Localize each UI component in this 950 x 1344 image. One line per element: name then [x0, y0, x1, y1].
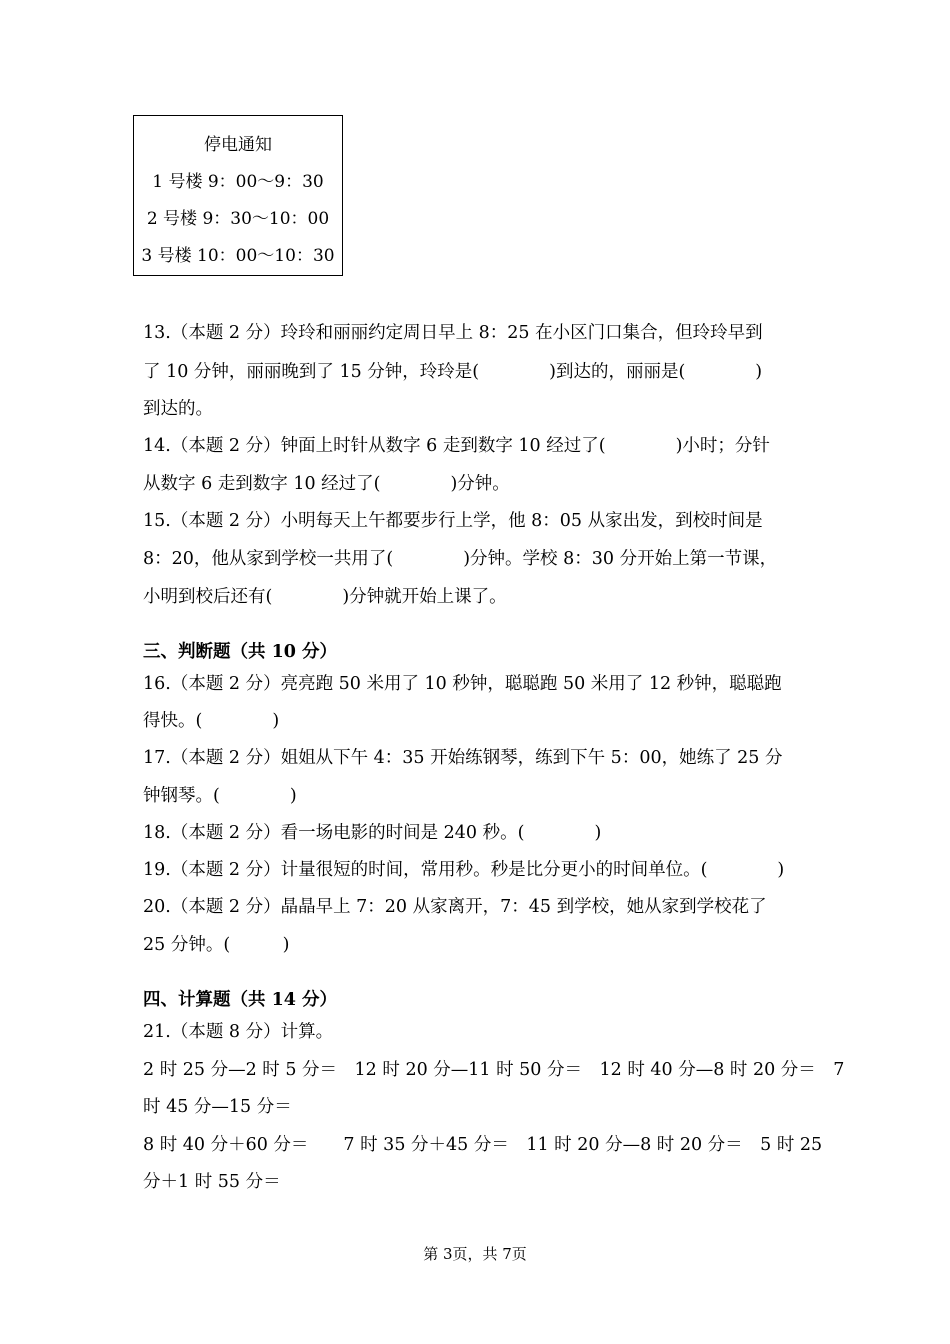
question-16-line-1: 16.（本题 2 分）亮亮跑 50 米用了 10 秒钟，聪聪跑 50 米用了 12 秒钟，聪聪跑 [143, 674, 782, 694]
question-21-title: 21.（本题 8 分）计算。 [143, 1022, 334, 1042]
question-21-row-2: 8 时 40 分＋60 分＝ 7 时 35 分＋45 分＝ 11 时 20 分—8 时 20 分＝ 5 时 25 [143, 1135, 823, 1155]
question-13-line-3: 到达的。 [143, 399, 213, 419]
question-21-row-2-cont: 分＋1 时 55 分＝ [143, 1172, 281, 1192]
question-13-line-2: 了 10 分钟，丽丽晚到了 15 分钟，玲玲是( )到达的，丽丽是( ) [143, 362, 763, 382]
notice-row: 1 号楼 9：00～9：30 [152, 172, 324, 192]
notice-row: 2 号楼 9：30～10：00 [146, 209, 330, 229]
question-15-line-1: 15.（本题 2 分）小明每天上午都要步行上学，他 8：05 从家出发，到校时间是 [143, 511, 763, 531]
power-outage-notice [133, 115, 343, 276]
question-17-line-2: 钟钢琴。( ) [143, 786, 297, 806]
question-19: 19.（本题 2 分）计量很短的时间，常用秒。秒是比分更小的时间单位。( ) [143, 860, 785, 880]
section-heading-calculation: 四、计算题（共 14 分） [143, 990, 338, 1010]
question-20-line-1: 20.（本题 2 分）晶晶早上 7：20 从家离开，7：45 到学校，她从家到学校花了 [143, 897, 767, 917]
question-14-line-2: 从数字 6 走到数字 10 经过了( )分钟。 [143, 474, 510, 494]
question-13-line-1: 13.（本题 2 分）玲玲和丽丽约定周日早上 8：25 在小区门口集合，但玲玲早到 [143, 323, 763, 343]
question-16-line-2: 得快。( ) [143, 711, 280, 731]
notice-title: 停电通知 [204, 135, 272, 155]
question-15-line-3: 小明到校后还有( )分钟就开始上课了。 [143, 587, 507, 607]
question-21-row-1-cont: 时 45 分—15 分＝ [143, 1097, 292, 1117]
question-14-line-1: 14.（本题 2 分）钟面上时针从数字 6 走到数字 10 经过了( )小时；分针 [143, 436, 770, 456]
question-21-row-1: 2 时 25 分—2 时 5 分＝ 12 时 20 分—11 时 50 分＝ 12 时 40 分—8 时 20 分＝ 7 [143, 1060, 845, 1080]
question-17-line-1: 17.（本题 2 分）姐姐从下午 4：35 开始练钢琴，练到下午 5：00，她练了 25 分 [143, 748, 783, 768]
question-18: 18.（本题 2 分）看一场电影的时间是 240 秒。( ) [143, 823, 602, 843]
section-heading-judgment: 三、判断题（共 10 分） [143, 642, 338, 662]
question-15-line-2: 8：20，他从家到学校一共用了( )分钟。学校 8：30 分开始上第一节课， [143, 549, 778, 569]
question-20-line-2: 25 分钟。( ) [143, 935, 290, 955]
notice-row: 3 号楼 10：00～10：30 [141, 246, 335, 266]
page-footer: 第 3页，共 7页 [423, 1245, 527, 1263]
